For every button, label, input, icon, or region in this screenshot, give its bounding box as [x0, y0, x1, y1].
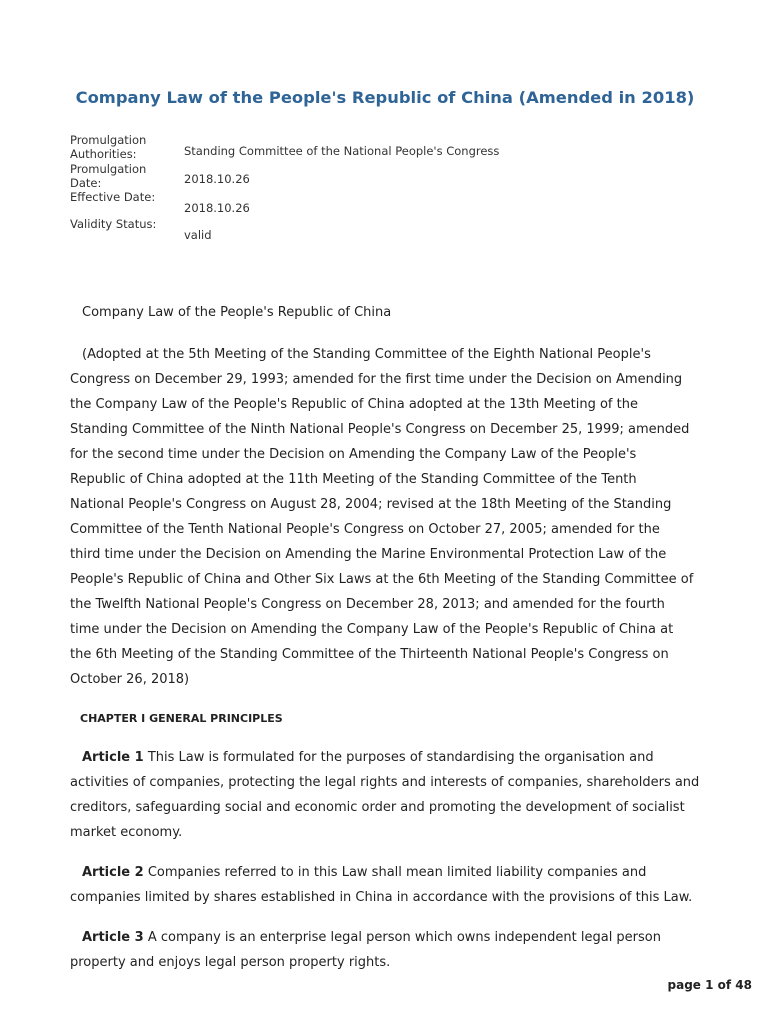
effective-date-value: 2018.10.26 [184, 201, 250, 215]
adoption-note-line: People's Republic of China and Other Six Laws at the 6th Meeting of the Standing Committee of [70, 572, 694, 587]
chapter-heading: CHAPTER I GENERAL PRINCIPLES [80, 712, 283, 725]
adoption-note [70, 342, 702, 692]
article-first-line [70, 860, 702, 885]
promulgation-date-label: Promulgation Date: [70, 162, 147, 190]
adoption-note-line: third time under the Decision on Amending the Marine Environmental Protection Law of the [70, 547, 667, 562]
article-2 [70, 860, 702, 910]
adoption-note-line: (Adopted at the 5th Meeting of the Standing Committee of the Eighth National People's [82, 347, 651, 362]
article-line: creditors, safeguarding social and economic order and promoting the development of socialist [70, 800, 685, 815]
article-1 [70, 745, 702, 845]
promulgation-authorities-value: Standing Committee of the National People's Congress [184, 144, 500, 158]
article-line: market economy. [70, 825, 183, 840]
article-text: A company is an enterprise legal person which owns independent legal person [143, 930, 661, 945]
law-name: Company Law of the People's Republic of China [82, 305, 392, 320]
article-line: property and enjoys legal person property rights. [70, 955, 391, 970]
adoption-note-line: the Twelfth National People's Congress on December 28, 2013; and amended for the fourth [70, 597, 665, 612]
adoption-note-line: October 26, 2018) [70, 672, 190, 687]
article-text: This Law is formulated for the purposes of standardising the organisation and [143, 750, 654, 765]
validity-status-value: valid [184, 228, 212, 242]
article-text: Companies referred to in this Law shall mean limited liability companies and [143, 865, 647, 880]
article-number: Article 2 [82, 865, 144, 880]
effective-date-label: Effective Date: [70, 190, 156, 204]
article-first-line [70, 925, 702, 950]
promulgation-date-value: 2018.10.26 [184, 172, 250, 186]
adoption-note-line: Congress on December 29, 1993; amended for the first time under the Decision on Amending [70, 372, 683, 387]
adoption-note-line: Standing Committee of the Ninth National People's Congress on December 25, 1999; amended [70, 422, 690, 437]
adoption-note-line: National People's Congress on August 28, 2004; revised at the 18th Meeting of the Standing [70, 497, 672, 512]
promulgation-authorities-label: Promulgation Authorities: [70, 133, 147, 161]
article-line: activities of companies, protecting the legal rights and interests of companies, shareholders and [70, 775, 700, 790]
article-first-line [70, 745, 702, 770]
adoption-note-line: the Company Law of the People's Republic of China adopted at the 13th Meeting of the [70, 397, 638, 412]
document-title: Company Law of the People's Republic of China (Amended in 2018) [75, 88, 695, 107]
adoption-note-line: Republic of China adopted at the 11th Meeting of the Standing Committee of the Tenth [70, 472, 637, 487]
article-number: Article 1 [82, 750, 144, 765]
article-number: Article 3 [82, 930, 144, 945]
page-number: page 1 of 48 [667, 978, 752, 992]
adoption-note-line: time under the Decision on Amending the Company Law of the People's Republic of China at [70, 622, 674, 637]
article-line: companies limited by shares established in China in accordance with the provisions of this Law. [70, 890, 693, 905]
validity-status-label: Validity Status: [70, 217, 157, 231]
adoption-note-line: the 6th Meeting of the Standing Committee of the Thirteenth National People's Congress on [70, 647, 669, 662]
adoption-note-line: Committee of the Tenth National People's Congress on October 27, 2005; amended for the [70, 522, 660, 537]
adoption-note-line: for the second time under the Decision on Amending the Company Law of the People's [70, 447, 637, 462]
article-3 [70, 925, 702, 975]
